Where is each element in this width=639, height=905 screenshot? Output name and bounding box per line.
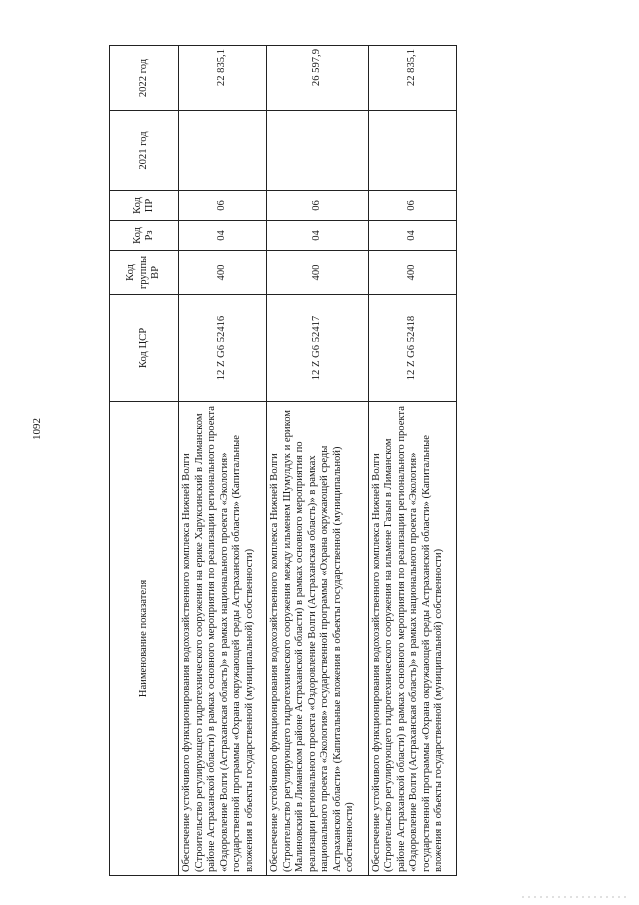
row-csr: 12 Z G6 52416 [179,295,267,402]
header-name: Наименование показателя [110,402,179,876]
row-vr: 400 [267,251,369,295]
row-name: Обеспечение устойчивого функционирования водохозяйственного комплекса Нижней Волги (Строительство регулирующего гидротехнического сооружения между ильменем Шумулдук и ериком Малиновский в Лиманском районе Астраханской области) в рамках основного мероприятия по реализации регионального проекта «Оздоровление Волги (Астраханская область)» в рамках национального проекта «Экология» государственной программы «Охрана окружающей среды Астраханской области» (Капитальные вложения в объекты государственной (муниципальной) собственности) [267,402,369,876]
header-2022: 2022 год [110,46,179,111]
row-csr: 12 Z G6 52417 [267,295,369,402]
header-vr: Код группы ВР [110,251,179,295]
row-2021 [267,111,369,191]
header-pr: Код ПР [110,191,179,221]
row-pr: 06 [368,191,456,221]
row-rz: 04 [368,221,456,251]
row-rz: 04 [179,221,267,251]
table-row [368,46,456,876]
row-2022: 22 835,1 [368,46,456,111]
row-2021 [179,111,267,191]
row-name: Обеспечение устойчивого функционирования водохозяйственного комплекса Нижней Волги (Строительство регулирующего гидротехнического сооружения на ерике Харуксинский в Лиманском районе Астраханской области) в рамках основного мероприятия по реализации регионального проекта «Оздоровление Волги (Астраханская область)» в рамках национального проекта «Экология» государственной программы «Охрана окружающей среды Астраханской области» (Капитальные вложения в объекты государственной (муниципальной) собственности) [179,402,267,876]
budget-table [109,45,457,876]
row-vr: 400 [179,251,267,295]
header-csr: Код ЦСР [110,295,179,402]
budget-table-rotated [109,46,457,876]
row-pr: 06 [179,191,267,221]
row-rz: 04 [267,221,369,251]
header-2021: 2021 год [110,111,179,191]
table-row [179,46,267,876]
row-name: Обеспечение устойчивого функционирования водохозяйственного комплекса Нижней Волги (Строительство регулирующего гидротехнического сооружения на ильмене Газын в Лиманском районе Астраханской области) в рамках основного мероприятия по реализации регионального проекта «Оздоровление Волги (Астраханская область)» в рамках национального проекта «Экология» государственной программы «Охрана окружающей среды Астраханской области» (Капитальные вложения в объекты государственной (муниципальной) собственности) [368,402,456,876]
header-rz: Код Рз [110,221,179,251]
row-2022: 26 597,9 [267,46,369,111]
page-number: 1092 [31,418,43,440]
row-2021 [368,111,456,191]
row-vr: 400 [368,251,456,295]
row-pr: 06 [267,191,369,221]
row-csr: 12 Z G6 52418 [368,295,456,402]
table-header-row [110,46,179,876]
table-row [267,46,369,876]
row-2022: 22 835,1 [179,46,267,111]
scan-artifact [520,895,630,899]
